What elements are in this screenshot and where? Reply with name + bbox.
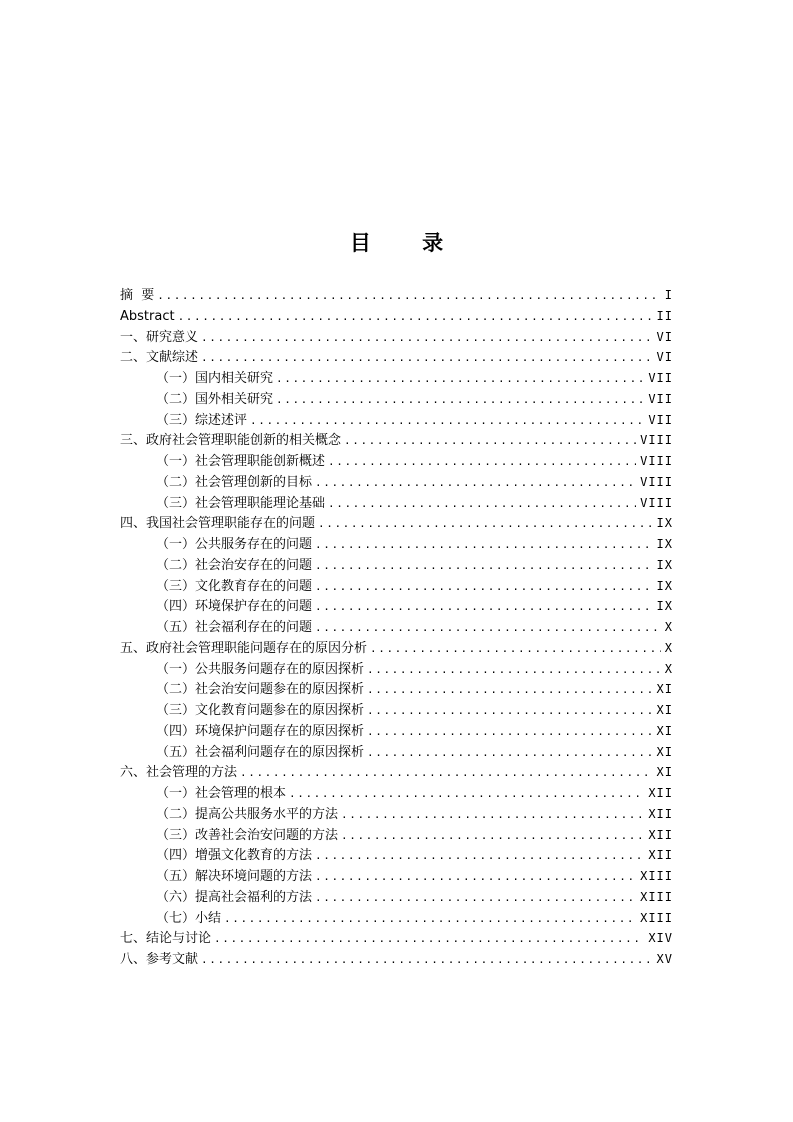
toc-entry-page-number: XIV [648,931,673,946]
toc-subsection-entry[interactable] [120,596,673,617]
toc-entry-label: （四）环境保护存在的问题 [156,599,313,615]
toc-subsection-entry[interactable] [120,721,673,742]
dot-leader [201,950,653,971]
toc-entry-label: 七、结论与讨论 [120,931,212,947]
toc-entry-page-number: XII [648,806,673,821]
toc-entry-page-number: VI [656,350,673,365]
toc-subsection-entry[interactable] [120,555,673,576]
dot-leader [224,909,636,930]
toc-subsection-entry[interactable] [120,908,673,929]
dot-leader [178,307,653,328]
dot-leader [367,701,653,722]
toc-section-entry[interactable] [120,347,673,368]
toc-entry-page-number: XI [656,723,673,738]
toc-entry-label: （三）文化教育存在的问题 [156,578,313,594]
dot-leader [367,680,653,701]
toc-entry-label: （三）改善社会治安问题的方法 [156,827,339,843]
toc-entry-page-number: X [664,640,673,655]
dot-leader [315,577,653,598]
toc-entry-page-number: XII [648,827,673,842]
dot-leader [341,805,644,826]
toc-entry-label: （二）社会治安存在的问题 [156,557,313,573]
toc-entry-label: （五）社会福利问题存在的原因探析 [156,744,365,760]
dot-leader [250,411,644,432]
toc-section-entry[interactable] [120,762,673,783]
toc-subsection-entry[interactable] [120,679,673,700]
dot-leader [315,867,636,888]
dot-leader [367,722,653,743]
toc-entry-page-number: XIII [640,869,673,883]
dot-leader [315,473,636,494]
dot-leader [201,328,653,349]
toc-entry-page-number: VII [648,391,673,406]
toc-entry-label: 二、文献综述 [120,350,199,366]
toc-subsection-entry[interactable] [120,845,673,866]
page-title: 目 录 [349,231,466,255]
toc-entry-page-number: XII [648,848,673,863]
dot-leader [315,618,661,639]
toc-entry-page-number: XI [656,744,673,759]
toc-entry-page-number: VII [648,371,673,385]
toc-subsection-entry[interactable] [120,410,673,431]
toc-entry-page-number: VIII [640,433,673,448]
toc-section-entry[interactable] [120,638,673,659]
toc-entry-label: （三）综述述评 [156,412,248,428]
toc-subsection-entry[interactable] [120,804,673,825]
toc-subsection-entry[interactable] [120,472,673,493]
dot-leader [276,369,644,390]
toc-subsection-entry[interactable] [120,700,673,721]
toc-entry-label: 六、社会管理的方法 [120,765,238,781]
dot-leader [240,763,653,784]
toc-subsection-entry[interactable] [120,617,673,638]
toc-entry-label: （一）社会管理的根本 [156,786,287,801]
toc-entry-label: 五、政府社会管理职能问题存在的原因分析 [120,640,368,656]
toc-subsection-entry[interactable] [120,389,673,410]
toc-entry-label: 三、政府社会管理职能创新的相关概念 [120,433,342,449]
toc-section-entry[interactable] [120,513,673,534]
toc-entry-label: （一）社会管理职能创新概述 [156,454,326,469]
toc-entry-label: （一）国内相关研究 [156,371,274,386]
toc-entry-page-number: XI [656,703,673,717]
toc-section-entry[interactable] [120,306,673,327]
toc-entry-page-number: IX [656,578,673,593]
dot-leader [201,348,653,369]
toc-subsection-entry[interactable] [120,887,673,908]
dot-leader [367,660,661,681]
toc-entry-label: （一）公共服务存在的问题 [156,537,313,552]
toc-entry-page-number: XI [656,682,673,697]
toc-entry-label: （七）小结 [156,910,222,926]
toc-subsection-entry[interactable] [120,451,673,472]
toc-entry-page-number: IX [656,557,673,572]
toc-entry-label: （四）环境保护问题存在的原因探析 [156,723,365,739]
toc-section-entry[interactable] [120,285,673,306]
dot-leader [289,784,644,805]
toc-entry-label: 四、我国社会管理职能存在的问题 [120,516,316,532]
dot-leader [318,514,653,535]
toc-entry-label: （二）国外相关研究 [156,391,274,407]
toc-entry-page-number: IX [656,516,673,531]
toc-subsection-entry[interactable] [120,576,673,597]
toc-entry-label: （一）公共服务问题存在的原因探析 [156,661,365,677]
toc-entry-page-number: XI [656,765,673,780]
table-of-contents [120,285,673,970]
toc-subsection-entry[interactable] [120,783,673,804]
toc-entry-label: Abstract [120,308,175,324]
toc-entry-page-number: XV [656,952,673,966]
dot-leader [157,286,661,307]
toc-entry-page-number: IX [656,537,673,551]
toc-entry-label: 一、研究意义 [120,329,199,345]
toc-subsection-entry[interactable] [120,368,673,389]
toc-section-entry[interactable] [120,928,673,949]
toc-entry-page-number: II [656,308,673,323]
toc-entry-page-number: VIII [640,474,673,489]
dot-leader [367,743,653,764]
toc-subsection-entry[interactable] [120,493,673,514]
toc-entry-page-number: VIII [640,454,673,468]
toc-entry-label: 八、参考文献 [120,952,199,967]
toc-subsection-entry[interactable] [120,825,673,846]
toc-subsection-entry[interactable] [120,742,673,763]
dot-leader [328,494,636,515]
toc-entry-page-number: XIII [640,910,673,925]
dot-leader [214,929,644,950]
dot-leader [315,556,653,577]
toc-entry-page-number: XII [648,786,673,800]
dot-leader [315,597,653,618]
toc-entry-label: 摘 要 [120,288,155,303]
toc-section-entry[interactable] [120,949,673,970]
dot-leader [370,639,661,660]
toc-entry-label: （二）社会管理创新的目标 [156,474,313,490]
toc-entry-label: （二）提高公共服务水平的方法 [156,806,339,822]
toc-entry-label: （二）社会治安问题参在的原因探析 [156,682,365,698]
toc-entry-page-number: VIII [640,495,673,510]
toc-entry-label: （五）社会福利存在的问题 [156,620,313,635]
dot-leader [344,431,636,452]
dot-leader [276,390,644,411]
dot-leader [315,846,644,867]
toc-entry-page-number: VI [656,329,673,344]
toc-section-entry[interactable] [120,327,673,348]
toc-entry-page-number: I [664,288,673,302]
toc-entry-page-number: XIII [640,889,673,904]
toc-subsection-entry[interactable] [120,866,673,887]
toc-entry-label: （五）解决环境问题的方法 [156,869,313,884]
toc-entry-page-number: IX [656,599,673,614]
toc-entry-label: （六）提高社会福利的方法 [156,889,313,905]
dot-leader [341,826,644,847]
dot-leader [315,888,636,909]
toc-entry-page-number: VII [648,412,673,427]
toc-subsection-entry[interactable] [120,534,673,555]
toc-entry-label: （三）文化教育问题参在的原因探析 [156,703,365,718]
toc-section-entry[interactable] [120,430,673,451]
toc-entry-page-number: X [664,620,673,634]
toc-subsection-entry[interactable] [120,659,673,680]
toc-entry-label: （三）社会管理职能理论基础 [156,495,326,511]
toc-entry-page-number: X [664,661,673,676]
toc-entry-label: （四）增强文化教育的方法 [156,848,313,864]
dot-leader [315,535,653,556]
dot-leader [328,452,636,473]
